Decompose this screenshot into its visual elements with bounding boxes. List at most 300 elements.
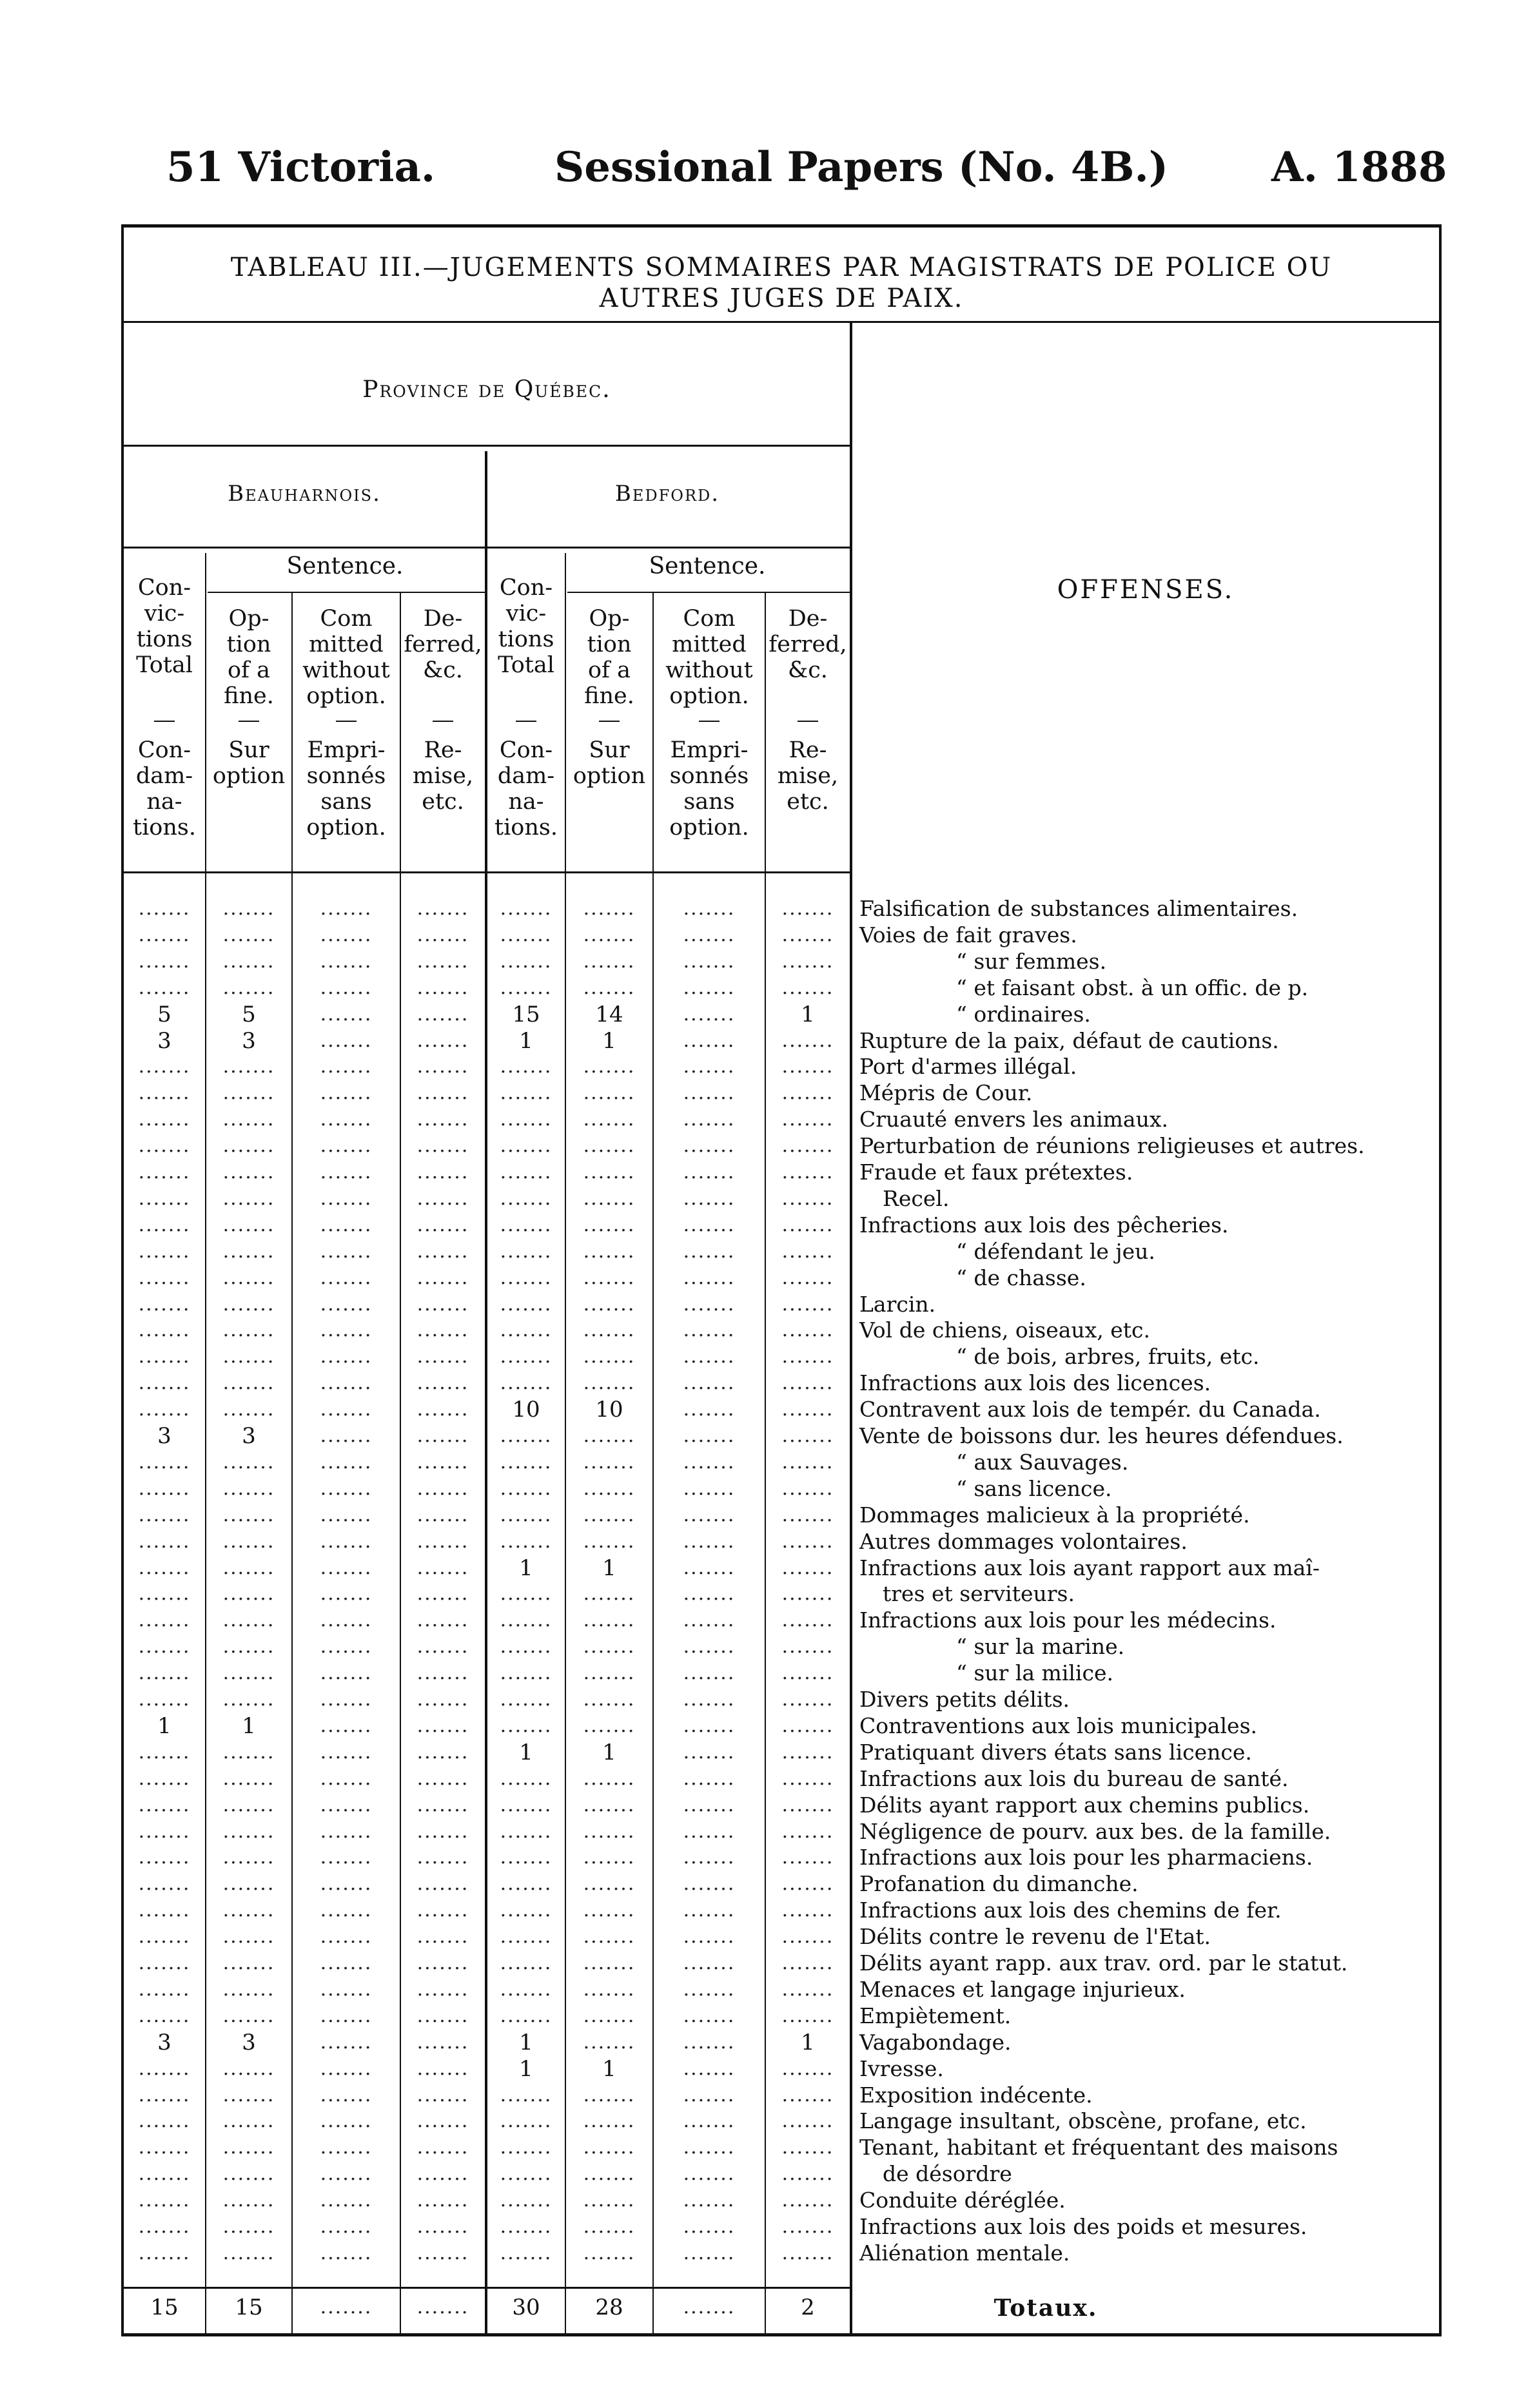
leader-dots: ....... (416, 1055, 469, 1078)
leader-dots: ....... (320, 1952, 373, 1974)
colhead-committed-en-bedford: Com mitted without option. (665, 606, 753, 709)
leader-dots: ....... (500, 2136, 553, 2159)
leader-dots: ....... (583, 2162, 636, 2185)
value-cell: 3 (157, 1423, 171, 1449)
leader-dots: ....... (683, 1187, 736, 1210)
leader-dots: ....... (416, 2084, 469, 2106)
leader-dots: ....... (781, 1187, 834, 1210)
leader-dots: ....... (320, 1267, 373, 1289)
leader-dots: ....... (683, 1899, 736, 1921)
leader-dots: ....... (416, 1899, 469, 1921)
leader-dots: ....... (416, 1477, 469, 1500)
leader-dots: ....... (781, 1925, 834, 1948)
offense-label: Infractions aux lois des chemins de fer. (859, 1898, 1282, 1923)
offense-label: Vente de boissons dur. les heures défendues. (859, 1423, 1344, 1448)
leader-dots: ....... (583, 950, 636, 973)
leader-dots: ....... (583, 2189, 636, 2211)
leader-dots: ....... (138, 2242, 191, 2264)
colhead-convictions-fr-beauharnois: Con- dam- na- tions. (133, 737, 196, 840)
value-cell: 1 (801, 2030, 815, 2055)
leader-dots: ....... (500, 1714, 553, 1737)
colhead-separator-dash (798, 721, 818, 722)
leader-dots: ....... (416, 1794, 469, 1816)
leader-dots: ....... (683, 2057, 736, 2080)
leader-dots: ....... (583, 1345, 636, 1368)
leader-dots: ....... (320, 1741, 373, 1763)
leader-dots: ....... (683, 1978, 736, 2001)
leader-dots: ....... (222, 1398, 275, 1421)
colhead-option-en-bedford: Op- tion of a fine. (584, 606, 634, 709)
leader-dots: ....... (500, 1899, 553, 1921)
leader-dots: ....... (583, 1055, 636, 1078)
leader-dots: ....... (683, 2110, 736, 2132)
leader-dots: ....... (683, 1029, 736, 1052)
leader-dots: ....... (222, 1609, 275, 1631)
leader-dots: ....... (583, 2110, 636, 2132)
leader-dots: ....... (500, 1451, 553, 1473)
leader-dots: ....... (222, 1767, 275, 1790)
leader-dots: ....... (320, 1451, 373, 1473)
leader-dots: ....... (416, 1345, 469, 1368)
leader-dots: ....... (781, 1477, 834, 1500)
leader-dots: ....... (683, 1557, 736, 1579)
leader-dots: ....... (138, 2110, 191, 2132)
colhead-option-fr-bedford: Sur option (573, 737, 646, 789)
leader-dots: ....... (683, 1477, 736, 1500)
colhead-separator-dash (516, 721, 536, 722)
leader-dots: ....... (781, 1504, 834, 1526)
leader-dots: ....... (222, 1214, 275, 1236)
leader-dots: ....... (138, 1794, 191, 1816)
leader-dots: ....... (683, 2162, 736, 2185)
total-cell: 30 (512, 2295, 540, 2320)
leader-dots: ....... (138, 1530, 191, 1553)
leader-dots: ....... (781, 1952, 834, 1974)
offense-label: Contravent aux lois de tempér. du Canada. (859, 1397, 1321, 1422)
leader-dots: ....... (683, 1003, 736, 1025)
leader-dots: ....... (583, 1952, 636, 1974)
leader-dots: ....... (583, 1161, 636, 1183)
leader-dots: ....... (583, 1214, 636, 1236)
leader-dots: ....... (138, 1925, 191, 1948)
leader-dots: ....... (320, 1319, 373, 1341)
leader-dots: ....... (416, 2057, 469, 2080)
leader-dots: ....... (138, 1267, 191, 1289)
leader-dots: ....... (416, 1319, 469, 1341)
leader-dots: ....... (138, 1240, 191, 1263)
leader-dots: ....... (683, 950, 736, 973)
leader-dots: ....... (583, 1846, 636, 1869)
leader-dots: ....... (138, 897, 191, 920)
leader-dots: ....... (320, 1846, 373, 1869)
leader-dots: ....... (583, 1820, 636, 1843)
leader-dots: ....... (320, 2242, 373, 2264)
leader-dots: ....... (222, 1345, 275, 1368)
offense-label: Délits ayant rapport aux chemins publics. (859, 1792, 1310, 1818)
offense-label: tres et serviteurs. (883, 1581, 1075, 1606)
leader-dots: ....... (320, 1082, 373, 1104)
value-cell: 5 (157, 1002, 171, 1027)
leader-dots: ....... (416, 1925, 469, 1948)
offense-label: “ défendant le jeu. (956, 1239, 1155, 1264)
leader-dots: ....... (781, 1267, 834, 1289)
leader-dots: ....... (416, 1635, 469, 1658)
province-heading: Province de Québec. (362, 376, 611, 403)
leader-dots: ....... (683, 1872, 736, 1895)
offense-label: Rupture de la paix, défaut de cautions. (859, 1028, 1279, 1053)
leader-dots: ....... (781, 2005, 834, 2027)
leader-dots: ....... (222, 1952, 275, 1974)
leader-dots: ....... (222, 1504, 275, 1526)
leader-dots: ....... (222, 897, 275, 920)
offense-label: Falsification de substances alimentaires. (859, 896, 1298, 921)
colhead-convictions-fr-bedford: Con- dam- na- tions. (494, 737, 558, 840)
leader-dots: ....... (500, 2084, 553, 2106)
leader-dots: ....... (781, 1530, 834, 1553)
leader-dots: ....... (500, 2215, 553, 2238)
leader-dots: ....... (416, 1872, 469, 1895)
colhead-deferred-fr-bedford: Re- mise, etc. (777, 737, 839, 815)
leader-dots: ....... (500, 1267, 553, 1289)
leader-dots: ....... (583, 1477, 636, 1500)
leader-dots: ....... (583, 1108, 636, 1131)
leader-dots: ....... (781, 897, 834, 920)
leader-dots: ....... (781, 2162, 834, 2185)
leader-dots: ....... (320, 1820, 373, 1843)
offense-label: “ aux Sauvages. (956, 1450, 1129, 1475)
leader-dots: ....... (138, 2215, 191, 2238)
offense-label: “ sans licence. (956, 1476, 1112, 1501)
offense-label: Infractions aux lois ayant rapport aux maî- (859, 1555, 1320, 1580)
leader-dots: ....... (222, 976, 275, 999)
leader-dots: ....... (583, 1082, 636, 1104)
leader-dots: ....... (416, 1767, 469, 1790)
leader-dots: ....... (416, 2296, 469, 2318)
leader-dots: ....... (781, 1557, 834, 1579)
totals-label: Totaux. (994, 2295, 1098, 2322)
leader-dots: ....... (138, 1398, 191, 1421)
leader-dots: ....... (683, 1134, 736, 1157)
leader-dots: ....... (500, 1952, 553, 1974)
leader-dots: ....... (138, 1662, 191, 1684)
value-cell: 1 (602, 1028, 616, 1054)
leader-dots: ....... (583, 2084, 636, 2106)
leader-dots: ....... (781, 1372, 834, 1394)
leader-dots: ....... (683, 897, 736, 920)
leader-dots: ....... (583, 1267, 636, 1289)
leader-dots: ....... (138, 1609, 191, 1631)
leader-dots: ....... (583, 924, 636, 946)
offense-label: Autres dommages volontaires. (859, 1529, 1188, 1554)
leader-dots: ....... (781, 1820, 834, 1843)
colhead-committed-fr-bedford: Empri- sonnés sans option. (669, 737, 749, 840)
leader-dots: ....... (222, 1846, 275, 1869)
leader-dots: ....... (320, 1161, 373, 1183)
leader-dots: ....... (500, 1504, 553, 1526)
offense-label: “ ordinaires. (956, 1002, 1091, 1027)
leader-dots: ....... (683, 1767, 736, 1790)
colhead-deferred-fr-beauharnois: Re- mise, etc. (412, 737, 474, 815)
leader-dots: ....... (781, 1319, 834, 1341)
offense-label: Négligence de pourv. aux bes. de la famille. (859, 1819, 1331, 1844)
leader-dots: ....... (781, 1055, 834, 1078)
leader-dots: ....... (500, 2005, 553, 2027)
leader-dots: ....... (416, 924, 469, 946)
leader-dots: ....... (683, 1794, 736, 1816)
leader-dots: ....... (500, 1794, 553, 1816)
leader-dots: ....... (683, 1319, 736, 1341)
leader-dots: ....... (138, 1582, 191, 1605)
leader-dots: ....... (683, 1108, 736, 1131)
leader-dots: ....... (583, 2215, 636, 2238)
offense-label: Infractions aux lois pour les pharmaciens. (859, 1845, 1313, 1870)
offense-label: Tenant, habitant et fréquentant des maisons (859, 2135, 1338, 2160)
colhead-option-en-beauharnois: Op- tion of a fine. (224, 606, 274, 709)
leader-dots: ....... (138, 1345, 191, 1368)
offense-label: Aliénation mentale. (859, 2240, 1070, 2266)
leader-dots: ....... (138, 1055, 191, 1078)
value-cell: 5 (242, 1002, 256, 1027)
leader-dots: ....... (222, 2215, 275, 2238)
leader-dots: ....... (781, 1161, 834, 1183)
leader-dots: ....... (222, 1134, 275, 1157)
leader-dots: ....... (416, 1398, 469, 1421)
offense-label: Menaces et langage injurieux. (859, 1977, 1186, 2002)
leader-dots: ....... (138, 1952, 191, 1974)
leader-dots: ....... (683, 1240, 736, 1263)
leader-dots: ....... (320, 1635, 373, 1658)
offense-label: Ivresse. (859, 2056, 944, 2081)
leader-dots: ....... (416, 1267, 469, 1289)
leader-dots: ....... (222, 2189, 275, 2211)
leader-dots: ....... (683, 1688, 736, 1711)
leader-dots: ....... (416, 1714, 469, 1737)
leader-dots: ....... (683, 1451, 736, 1473)
leader-dots: ....... (138, 1134, 191, 1157)
leader-dots: ....... (138, 1504, 191, 1526)
leader-dots: ....... (138, 1161, 191, 1183)
leader-dots: ....... (781, 1662, 834, 1684)
value-cell: 10 (595, 1397, 623, 1422)
leader-dots: ....... (416, 976, 469, 999)
leader-dots: ....... (683, 1846, 736, 1869)
leader-dots: ....... (138, 1741, 191, 1763)
leader-dots: ....... (222, 1293, 275, 1316)
offense-label: Pratiquant divers états sans licence. (859, 1740, 1252, 1765)
leader-dots: ....... (138, 2084, 191, 2106)
leader-dots: ....... (416, 1609, 469, 1631)
offense-label: “ de chasse. (956, 1265, 1086, 1290)
value-cell: 1 (602, 1555, 616, 1581)
leader-dots: ....... (683, 976, 736, 999)
leader-dots: ....... (500, 1293, 553, 1316)
leader-dots: ....... (781, 1424, 834, 1447)
leader-dots: ....... (416, 1240, 469, 1263)
leader-dots: ....... (781, 976, 834, 999)
leader-dots: ....... (320, 1477, 373, 1500)
leader-dots: ....... (222, 2110, 275, 2132)
leader-dots: ....... (683, 924, 736, 946)
leader-dots: ....... (683, 1662, 736, 1684)
leader-dots: ....... (583, 1925, 636, 1948)
total-cell: 28 (595, 2295, 623, 2320)
leader-dots: ....... (781, 1899, 834, 1921)
offense-label: Langage insultant, obscène, profane, etc. (859, 2108, 1307, 2133)
leader-dots: ....... (500, 1134, 553, 1157)
leader-dots: ....... (683, 1161, 736, 1183)
leader-dots: ....... (500, 1319, 553, 1341)
leader-dots: ....... (583, 2031, 636, 2054)
leader-dots: ....... (222, 1662, 275, 1684)
offense-label: Délits ayant rapp. aux trav. ord. par le statut. (859, 1950, 1348, 1976)
leader-dots: ....... (500, 1582, 553, 1605)
leader-dots: ....... (320, 1372, 373, 1394)
leader-dots: ....... (320, 1424, 373, 1447)
leader-dots: ....... (781, 2057, 834, 2080)
leader-dots: ....... (222, 1082, 275, 1104)
leader-dots: ....... (583, 1767, 636, 1790)
leader-dots: ....... (320, 1899, 373, 1921)
colhead-committed-en-beauharnois: Com mitted without option. (302, 606, 390, 709)
leader-dots: ....... (500, 1925, 553, 1948)
leader-dots: ....... (416, 2242, 469, 2264)
leader-dots: ....... (320, 2031, 373, 2054)
leader-dots: ....... (781, 1794, 834, 1816)
leader-dots: ....... (583, 1582, 636, 1605)
leader-dots: ....... (500, 1978, 553, 2001)
leader-dots: ....... (683, 1504, 736, 1526)
value-cell: 14 (595, 1002, 623, 1027)
offense-label: Larcin. (859, 1292, 936, 1317)
header-left: 51 Victoria. (166, 143, 436, 191)
leader-dots: ....... (320, 1504, 373, 1526)
leader-dots: ....... (781, 1082, 834, 1104)
value-cell: 3 (157, 1028, 171, 1054)
leader-dots: ....... (781, 2110, 834, 2132)
leader-dots: ....... (781, 1214, 834, 1236)
colhead-convictions-en-beauharnois: Con- vic- tions Total (136, 575, 193, 678)
leader-dots: ....... (320, 1582, 373, 1605)
leader-dots: ....... (416, 1424, 469, 1447)
leader-dots: ....... (500, 1424, 553, 1447)
value-cell: 1 (602, 1740, 616, 1765)
leader-dots: ....... (583, 2005, 636, 2027)
leader-dots: ....... (583, 897, 636, 920)
leader-dots: ....... (222, 2162, 275, 2185)
leader-dots: ....... (416, 2136, 469, 2159)
leader-dots: ....... (138, 1767, 191, 1790)
value-cell: 1 (519, 1740, 533, 1765)
leader-dots: ....... (222, 924, 275, 946)
leader-dots: ....... (138, 1899, 191, 1921)
leader-dots: ....... (138, 1688, 191, 1711)
leader-dots: ....... (583, 2136, 636, 2159)
leader-dots: ....... (500, 1609, 553, 1631)
leader-dots: ....... (781, 1635, 834, 1658)
leader-dots: ....... (683, 1055, 736, 1078)
leader-dots: ....... (138, 1293, 191, 1316)
leader-dots: ....... (416, 1134, 469, 1157)
leader-dots: ....... (683, 1582, 736, 1605)
leader-dots: ....... (416, 897, 469, 920)
offense-label: Vagabondage. (859, 2030, 1012, 2055)
leader-dots: ....... (500, 2189, 553, 2211)
leader-dots: ....... (583, 1134, 636, 1157)
offense-label: “ sur la milice. (956, 1660, 1113, 1685)
leader-dots: ....... (416, 1029, 469, 1052)
leader-dots: ....... (500, 1372, 553, 1394)
leader-dots: ....... (781, 2215, 834, 2238)
leader-dots: ....... (138, 1214, 191, 1236)
leader-dots: ....... (683, 1609, 736, 1631)
leader-dots: ....... (781, 1398, 834, 1421)
offense-label: Infractions aux lois des pêcheries. (859, 1212, 1229, 1238)
leader-dots: ....... (500, 1530, 553, 1553)
leader-dots: ....... (781, 2136, 834, 2159)
leader-dots: ....... (138, 2005, 191, 2027)
leader-dots: ....... (583, 1978, 636, 2001)
sentence-rule-bedford (567, 592, 850, 593)
district-bedford: Bedford. (614, 481, 720, 507)
leader-dots: ....... (320, 1003, 373, 1025)
offense-label: Cruauté envers les animaux. (859, 1107, 1168, 1132)
leader-dots: ....... (138, 950, 191, 973)
value-cell: 3 (157, 2030, 171, 2055)
offense-label: “ de bois, arbres, fruits, etc. (956, 1344, 1260, 1369)
leader-dots: ....... (416, 1187, 469, 1210)
leader-dots: ....... (320, 1714, 373, 1737)
leader-dots: ....... (320, 2162, 373, 2185)
leader-dots: ....... (500, 1635, 553, 1658)
leader-dots: ....... (683, 1267, 736, 1289)
leader-dots: ....... (583, 1794, 636, 1816)
leader-dots: ....... (500, 1161, 553, 1183)
offense-label: Perturbation de réunions religieuses et autres. (859, 1133, 1365, 1158)
value-cell: 1 (801, 1002, 815, 1027)
leader-dots: ....... (320, 2296, 373, 2318)
leader-dots: ....... (320, 1688, 373, 1711)
leader-dots: ....... (583, 976, 636, 999)
offense-label: Infractions aux lois des poids et mesures. (859, 2214, 1307, 2239)
leader-dots: ....... (320, 1108, 373, 1131)
leader-dots: ....... (781, 2242, 834, 2264)
leader-dots: ....... (222, 1899, 275, 1921)
leader-dots: ....... (583, 1635, 636, 1658)
leader-dots: ....... (583, 1319, 636, 1341)
leader-dots: ....... (138, 2057, 191, 2080)
leader-dots: ....... (416, 2005, 469, 2027)
leader-dots: ....... (781, 1134, 834, 1157)
leader-dots: ....... (500, 897, 553, 920)
leader-dots: ....... (416, 1952, 469, 1974)
colhead-option-fr-beauharnois: Sur option (212, 737, 286, 789)
offense-label: Infractions aux lois du bureau de santé. (859, 1766, 1289, 1791)
leader-dots: ....... (781, 1240, 834, 1263)
leader-dots: ....... (222, 1688, 275, 1711)
leader-dots: ....... (781, 2189, 834, 2211)
leader-dots: ....... (320, 1187, 373, 1210)
colhead-separator-dash (239, 721, 259, 722)
leader-dots: ....... (222, 1451, 275, 1473)
leader-dots: ....... (416, 1108, 469, 1131)
leader-dots: ....... (583, 1872, 636, 1895)
value-cell: 1 (242, 1713, 256, 1739)
leader-dots: ....... (781, 1582, 834, 1605)
header-right: A. 1888 (1271, 143, 1447, 191)
leader-dots: ....... (583, 1530, 636, 1553)
leader-dots: ....... (416, 950, 469, 973)
leader-dots: ....... (222, 2136, 275, 2159)
